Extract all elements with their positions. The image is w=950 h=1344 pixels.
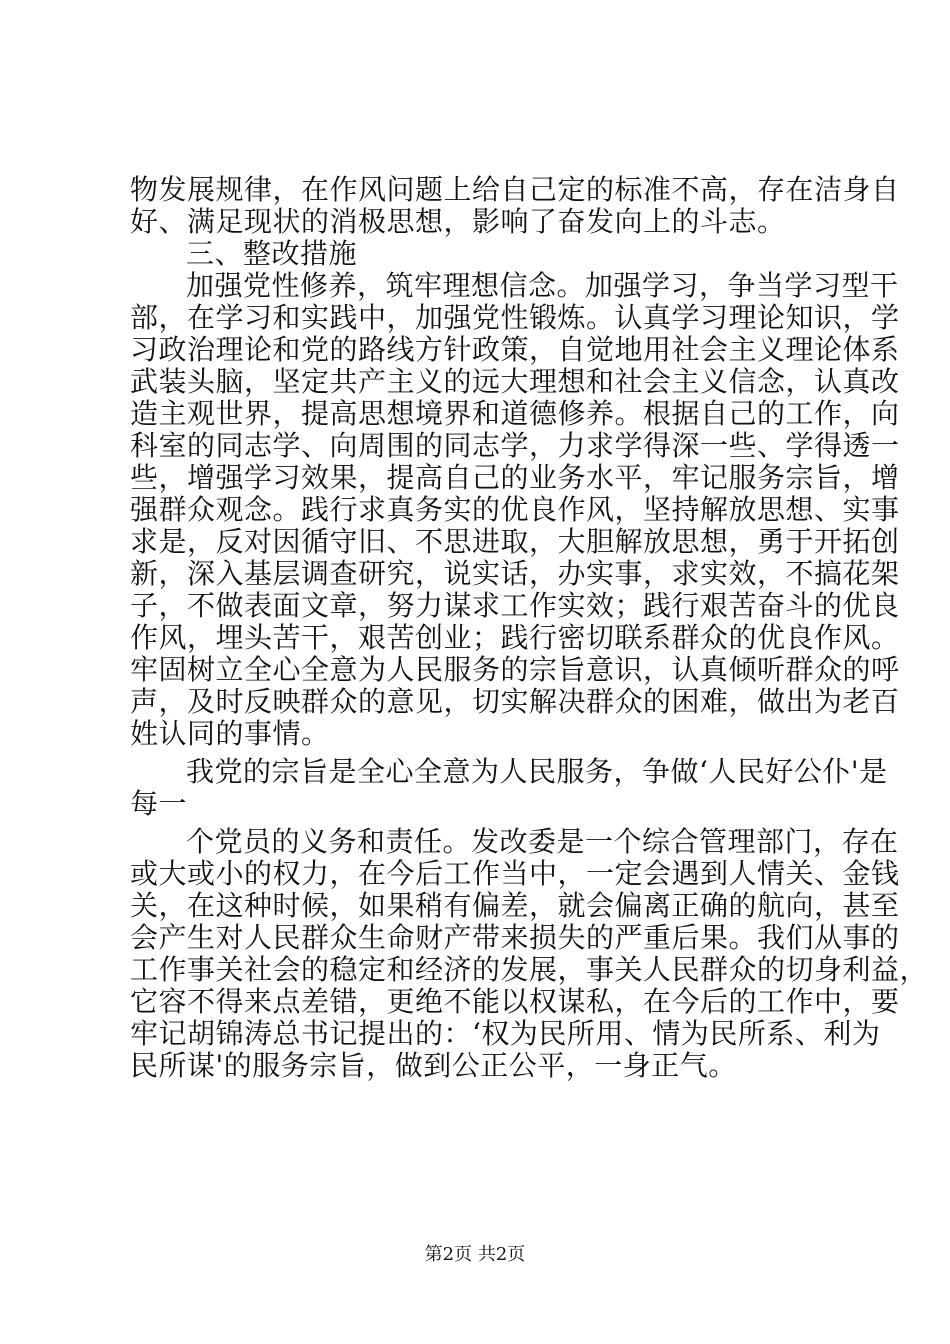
body-line: 新，深入基层调查研究，说实话，办实事，求实效，不搞花架 bbox=[130, 557, 900, 590]
body-line: 子，不做表面文章，努力谋求工作实效；践行艰苦奋斗的优良 bbox=[130, 589, 900, 622]
body-line: 牢固树立全心全意为人民服务的宗旨意识，认真倾听群众的呼 bbox=[130, 653, 900, 686]
body-line: 会产生对人民群众生命财产带来损失的严重后果。我们从事的 bbox=[130, 921, 900, 954]
body-line: 它容不得来点差错，更绝不能以权谋私，在今后的工作中，要 bbox=[130, 985, 900, 1018]
body-line: 关，在这种时候，如果稍有偏差，就会偏离正确的航向，甚至 bbox=[130, 889, 900, 922]
body-line: 作风，埋头苦干，艰苦创业；践行密切联系群众的优良作风。 bbox=[130, 621, 900, 654]
body-line: 强群众观念。践行求真务实的优良作风，坚持解放思想、实事 bbox=[130, 493, 900, 526]
body-line: 或大或小的权力，在今后工作当中，一定会遇到人情关、金钱 bbox=[130, 857, 900, 890]
paragraph-start: 个党员的义务和责任。发改委是一个综合管理部门，存在 bbox=[186, 825, 899, 858]
paragraph-start: 我党的宗旨是全心全意为人民服务，争做‘人民好公仆'是 bbox=[186, 755, 888, 788]
page-number-footer: 第2页 共2页 bbox=[424, 1244, 526, 1265]
body-line: 好、满足现状的消极思想，影响了奋发向上的斗志。 bbox=[130, 205, 786, 238]
body-line: 些，增强学习效果，提高自己的业务水平，牢记服务宗旨，增 bbox=[130, 461, 900, 494]
body-line: 物发展规律，在作风问题上给自己定的标准不高，存在洁身自 bbox=[130, 173, 900, 206]
body-line: 武装头脑，坚定共产主义的远大理想和社会主义信念，认真改 bbox=[130, 365, 900, 398]
paragraph-start: 加强党性修养，筑牢理想信念。加强学习，争当学习型干 bbox=[186, 269, 899, 302]
body-line: 习政治理论和党的路线方针政策，自觉地用社会主义理论体系 bbox=[130, 333, 900, 366]
body-line: 科室的同志学、向周围的同志学，力求学得深一些、学得透一 bbox=[130, 429, 900, 462]
body-line: 每一 bbox=[130, 787, 188, 820]
document-body bbox=[130, 173, 929, 1082]
body-line: 造主观世界，提高思想境界和道德修养。根据自己的工作，向 bbox=[130, 397, 900, 430]
body-line: 民所谋'的服务宗旨，做到公正公平，一身正气。 bbox=[130, 1049, 737, 1082]
body-line: 求是，反对因循守旧、不思进取，大胆解放思想，勇于开拓创 bbox=[130, 525, 900, 558]
body-line: 声，及时反映群众的意见，切实解决群众的困难，做出为老百 bbox=[130, 685, 900, 718]
body-line: 牢记胡锦涛总书记提出的：‘权为民所用、情为民所系、利为 bbox=[130, 1017, 881, 1050]
body-line: 部，在学习和实践中，加强党性锻炼。认真学习理论知识，学 bbox=[130, 301, 900, 334]
section-heading: 三、整改措施 bbox=[186, 237, 358, 270]
body-line: 工作事关社会的稳定和经济的发展，事关人民群众的切身利益， bbox=[130, 953, 929, 986]
body-line: 姓认同的事情。 bbox=[130, 717, 330, 750]
